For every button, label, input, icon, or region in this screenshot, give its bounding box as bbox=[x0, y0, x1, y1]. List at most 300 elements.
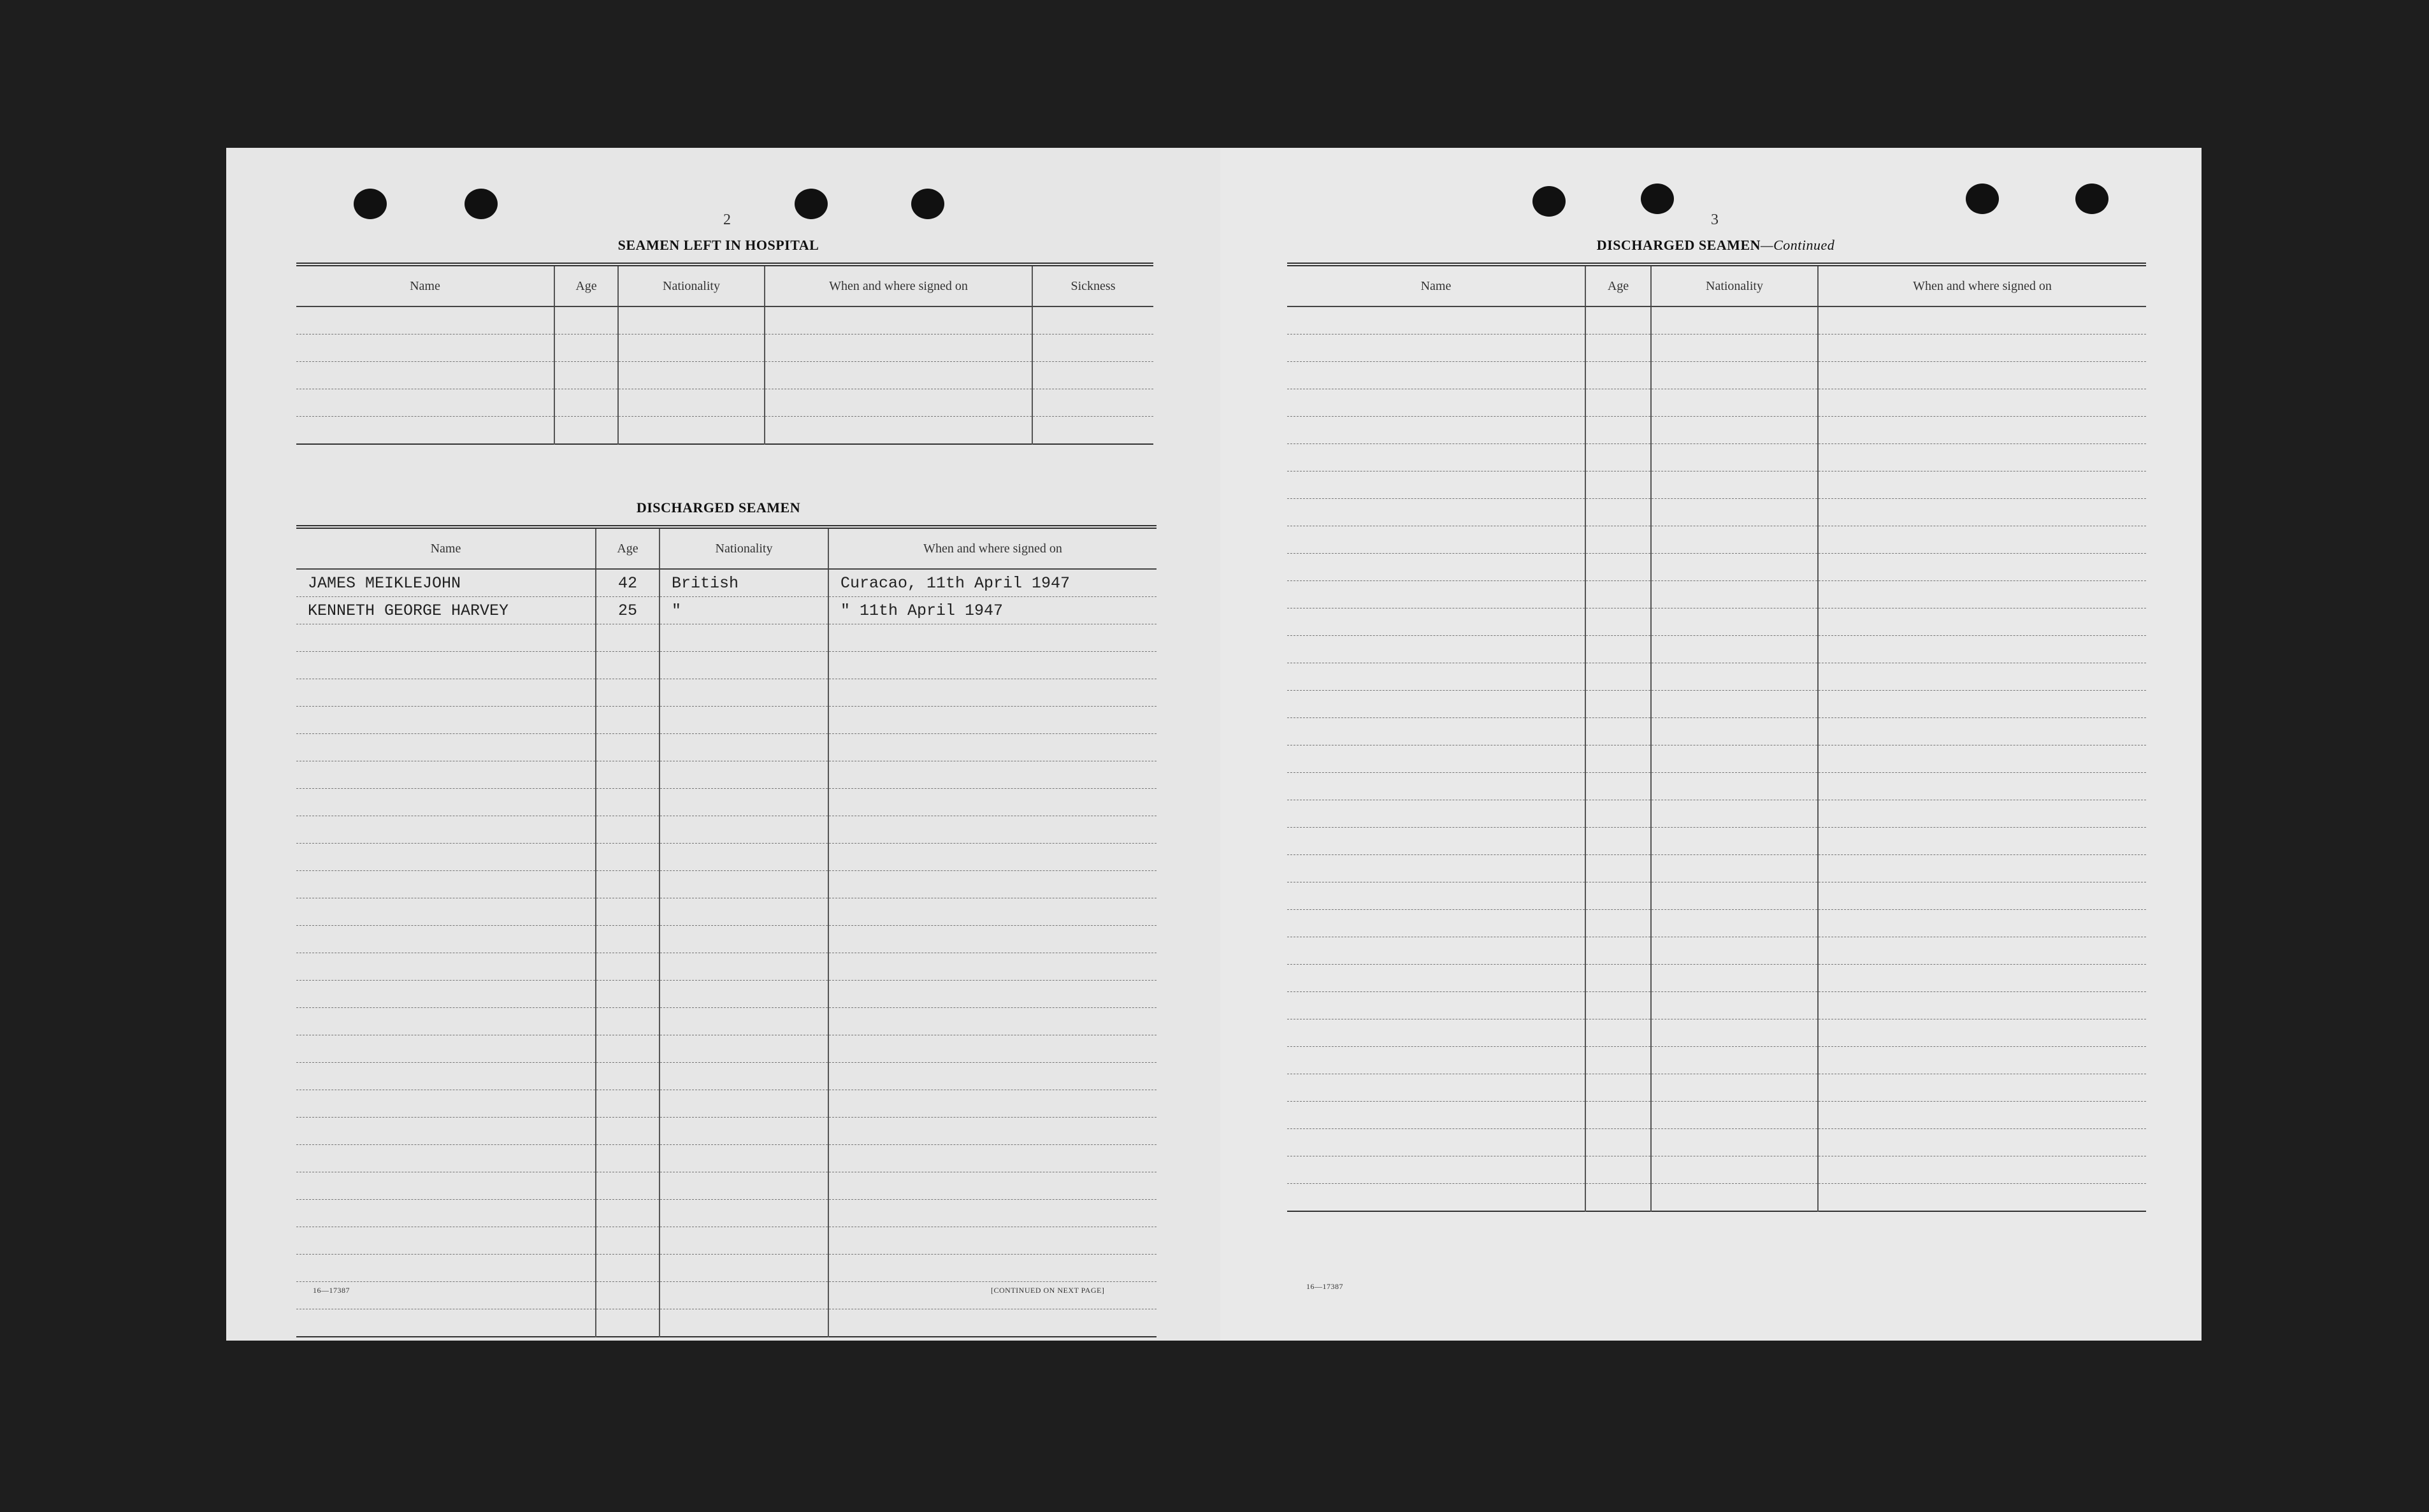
table-cell bbox=[1585, 1129, 1651, 1156]
table-cell bbox=[1818, 855, 2146, 882]
table-cell bbox=[1287, 581, 1585, 608]
table-cell bbox=[1287, 937, 1585, 965]
table-cell bbox=[296, 1255, 596, 1282]
table-cell bbox=[1032, 306, 1153, 335]
table-cell bbox=[596, 953, 660, 981]
discharged-continued-table bbox=[1287, 263, 2146, 1212]
table-cell bbox=[1287, 417, 1585, 444]
table-cell bbox=[1585, 691, 1651, 718]
table-cell bbox=[554, 389, 618, 417]
table-cell bbox=[1818, 472, 2146, 499]
table-cell bbox=[1585, 937, 1651, 965]
table-row bbox=[1287, 499, 2146, 526]
table-cell bbox=[1651, 1156, 1818, 1184]
table-cell bbox=[828, 871, 1157, 898]
table-cell bbox=[1651, 417, 1818, 444]
table-cell bbox=[660, 1172, 828, 1200]
table-row bbox=[296, 1035, 1157, 1063]
table-cell bbox=[660, 981, 828, 1008]
table-cell bbox=[1818, 417, 2146, 444]
table-cell bbox=[1818, 800, 2146, 828]
table-cell bbox=[596, 1090, 660, 1118]
table-row bbox=[296, 652, 1157, 679]
table-row bbox=[296, 597, 1157, 624]
table-row bbox=[296, 1008, 1157, 1035]
table-cell bbox=[828, 789, 1157, 816]
table-cell bbox=[1651, 499, 1818, 526]
table-row bbox=[296, 898, 1157, 926]
column-header: Age bbox=[554, 264, 618, 306]
table-row bbox=[1287, 828, 2146, 855]
table-cell bbox=[1287, 362, 1585, 389]
table-cell bbox=[296, 1090, 596, 1118]
table-cell bbox=[1651, 773, 1818, 800]
table-row bbox=[1287, 718, 2146, 745]
table-cell bbox=[296, 389, 554, 417]
table-cell bbox=[1651, 389, 1818, 417]
table-cell bbox=[1818, 608, 2146, 636]
table-cell bbox=[1585, 1156, 1651, 1184]
table-row bbox=[1287, 636, 2146, 663]
table-cell bbox=[1651, 992, 1818, 1019]
table-cell bbox=[618, 417, 765, 445]
table-cell bbox=[1287, 910, 1585, 937]
column-header: When and where signed on bbox=[828, 527, 1157, 569]
punch-hole bbox=[1641, 184, 1674, 214]
table-cell bbox=[1287, 992, 1585, 1019]
table-cell bbox=[1287, 773, 1585, 800]
table-row bbox=[296, 844, 1157, 871]
table-row bbox=[296, 926, 1157, 953]
left-page bbox=[226, 148, 1220, 1341]
punch-hole bbox=[2075, 184, 2108, 214]
column-header: Nationality bbox=[660, 527, 828, 569]
table-cell bbox=[1287, 444, 1585, 472]
table-cell bbox=[1651, 745, 1818, 773]
table-cell bbox=[554, 362, 618, 389]
table-cell bbox=[1651, 1074, 1818, 1102]
table-cell bbox=[1818, 691, 2146, 718]
table-cell bbox=[1818, 444, 2146, 472]
table-cell bbox=[596, 707, 660, 734]
table-cell bbox=[765, 335, 1032, 362]
table-cell bbox=[596, 679, 660, 707]
table-cell bbox=[1287, 389, 1585, 417]
table-cell bbox=[596, 898, 660, 926]
column-header: Nationality bbox=[618, 264, 765, 306]
table-cell bbox=[1585, 910, 1651, 937]
table-cell bbox=[554, 306, 618, 335]
table-cell bbox=[828, 981, 1157, 1008]
table-cell bbox=[296, 1063, 596, 1090]
column-header: Name bbox=[296, 264, 554, 306]
table-cell bbox=[1651, 1019, 1818, 1047]
table-cell bbox=[1818, 554, 2146, 581]
table-cell bbox=[660, 761, 828, 789]
crew-signed-on: Curacao, 11th April 1947 bbox=[828, 569, 1157, 597]
table-cell bbox=[1651, 1047, 1818, 1074]
table-cell bbox=[596, 652, 660, 679]
table-row bbox=[1287, 389, 2146, 417]
table-cell bbox=[828, 1172, 1157, 1200]
table-cell bbox=[1585, 335, 1651, 362]
table-cell bbox=[596, 624, 660, 652]
table-row bbox=[296, 1090, 1157, 1118]
table-cell bbox=[765, 417, 1032, 445]
table-cell bbox=[1651, 1129, 1818, 1156]
table-cell bbox=[618, 306, 765, 335]
hospital-section-title: SEAMEN LEFT IN HOSPITAL bbox=[617, 237, 819, 253]
table-cell bbox=[1287, 554, 1585, 581]
table-cell bbox=[1287, 745, 1585, 773]
table-cell bbox=[828, 1008, 1157, 1035]
table-cell bbox=[296, 1118, 596, 1145]
table-cell bbox=[596, 1118, 660, 1145]
table-cell bbox=[596, 1172, 660, 1200]
table-cell bbox=[828, 898, 1157, 926]
table-row bbox=[1287, 417, 2146, 444]
table-cell bbox=[596, 1063, 660, 1090]
punch-hole bbox=[795, 189, 828, 219]
table-cell bbox=[296, 306, 554, 335]
table-cell bbox=[296, 1145, 596, 1172]
table-cell bbox=[1585, 773, 1651, 800]
table-cell bbox=[296, 1008, 596, 1035]
table-cell bbox=[1585, 554, 1651, 581]
table-cell bbox=[660, 1035, 828, 1063]
section-title-text: DISCHARGED SEAMEN bbox=[1596, 237, 1761, 253]
table-cell bbox=[296, 981, 596, 1008]
table-cell bbox=[1651, 910, 1818, 937]
table-cell bbox=[1651, 937, 1818, 965]
table-cell bbox=[1585, 636, 1651, 663]
table-cell bbox=[1585, 499, 1651, 526]
table-cell bbox=[596, 1282, 660, 1309]
punch-hole bbox=[465, 189, 498, 219]
table-cell bbox=[828, 1227, 1157, 1255]
table-row bbox=[1287, 965, 2146, 992]
table-cell bbox=[828, 734, 1157, 761]
table-row bbox=[1287, 882, 2146, 910]
table-row bbox=[1287, 1047, 2146, 1074]
table-cell bbox=[554, 417, 618, 445]
table-row bbox=[296, 389, 1153, 417]
table-cell bbox=[1818, 992, 2146, 1019]
table-cell bbox=[1585, 965, 1651, 992]
table-cell bbox=[828, 624, 1157, 652]
page-number: 2 bbox=[723, 212, 731, 228]
section-title bbox=[1287, 237, 2144, 254]
table-cell bbox=[1585, 1019, 1651, 1047]
table-cell bbox=[1651, 965, 1818, 992]
table-cell bbox=[596, 871, 660, 898]
table-row bbox=[296, 1200, 1157, 1227]
table-row bbox=[296, 417, 1153, 445]
table-cell bbox=[1651, 335, 1818, 362]
table-cell bbox=[1585, 855, 1651, 882]
table-cell bbox=[1032, 362, 1153, 389]
table-cell bbox=[828, 1145, 1157, 1172]
table-row bbox=[1287, 444, 2146, 472]
table-cell bbox=[1287, 965, 1585, 992]
section-title-suffix: —Continued bbox=[1761, 237, 1835, 253]
table-cell bbox=[1287, 608, 1585, 636]
table-cell bbox=[1287, 526, 1585, 554]
table-cell bbox=[660, 789, 828, 816]
table-cell bbox=[596, 761, 660, 789]
table-cell bbox=[596, 981, 660, 1008]
table-cell bbox=[1651, 608, 1818, 636]
table-cell bbox=[828, 1063, 1157, 1090]
table-row bbox=[1287, 855, 2146, 882]
table-cell bbox=[554, 335, 618, 362]
column-header: When and where signed on bbox=[1818, 264, 2146, 306]
table-cell bbox=[1818, 306, 2146, 335]
table-cell bbox=[1651, 472, 1818, 499]
table-cell bbox=[1287, 636, 1585, 663]
table-cell bbox=[1585, 417, 1651, 444]
punch-hole bbox=[1532, 186, 1566, 217]
table-cell bbox=[660, 679, 828, 707]
table-cell bbox=[1585, 389, 1651, 417]
table-cell bbox=[1651, 526, 1818, 554]
table-row bbox=[296, 1172, 1157, 1200]
table-row bbox=[296, 569, 1157, 597]
table-cell bbox=[660, 624, 828, 652]
table-cell bbox=[1818, 526, 2146, 554]
table-row bbox=[1287, 773, 2146, 800]
column-header: Age bbox=[1585, 264, 1651, 306]
table-cell bbox=[1818, 636, 2146, 663]
table-cell bbox=[596, 734, 660, 761]
table-cell bbox=[660, 1118, 828, 1145]
table-cell bbox=[596, 1200, 660, 1227]
table-row bbox=[296, 1227, 1157, 1255]
table-cell bbox=[1651, 828, 1818, 855]
punch-hole bbox=[911, 189, 944, 219]
table-cell bbox=[296, 844, 596, 871]
table-row bbox=[296, 1255, 1157, 1282]
table-cell bbox=[296, 898, 596, 926]
table-row bbox=[1287, 1184, 2146, 1212]
table-row bbox=[296, 1309, 1157, 1337]
table-cell bbox=[660, 1008, 828, 1035]
table-cell bbox=[1287, 800, 1585, 828]
table-cell bbox=[596, 1035, 660, 1063]
form-number: 16—17387 bbox=[1306, 1282, 1343, 1291]
table-cell bbox=[1585, 1047, 1651, 1074]
hospital-table bbox=[296, 263, 1153, 445]
table-cell bbox=[660, 1282, 828, 1309]
table-cell bbox=[1651, 882, 1818, 910]
crew-age: 42 bbox=[596, 569, 660, 597]
table-cell bbox=[1287, 335, 1585, 362]
table-cell bbox=[1032, 417, 1153, 445]
table-cell bbox=[1818, 882, 2146, 910]
crew-age: 25 bbox=[596, 597, 660, 624]
table-cell bbox=[596, 926, 660, 953]
table-row bbox=[296, 1063, 1157, 1090]
table-cell bbox=[1651, 636, 1818, 663]
table-row bbox=[296, 362, 1153, 389]
crew-nationality: " bbox=[660, 597, 828, 624]
table-row bbox=[296, 981, 1157, 1008]
crew-name: KENNETH GEORGE HARVEY bbox=[296, 597, 596, 624]
table-cell bbox=[296, 816, 596, 844]
table-row bbox=[1287, 1019, 2146, 1047]
table-cell bbox=[660, 953, 828, 981]
table-row bbox=[296, 707, 1157, 734]
page-number: 3 bbox=[1711, 212, 1719, 228]
table-cell bbox=[618, 335, 765, 362]
table-cell bbox=[1585, 472, 1651, 499]
table-row bbox=[296, 1145, 1157, 1172]
table-cell bbox=[1585, 800, 1651, 828]
table-cell bbox=[660, 1227, 828, 1255]
column-header: Age bbox=[596, 527, 660, 569]
table-cell bbox=[660, 926, 828, 953]
table-cell bbox=[1287, 1019, 1585, 1047]
form-number: 16—17387 bbox=[313, 1286, 350, 1295]
table-cell bbox=[1287, 1156, 1585, 1184]
table-cell bbox=[1585, 745, 1651, 773]
table-cell bbox=[660, 898, 828, 926]
table-row bbox=[1287, 335, 2146, 362]
table-cell bbox=[596, 789, 660, 816]
table-cell bbox=[596, 816, 660, 844]
table-cell bbox=[1651, 444, 1818, 472]
table-row bbox=[296, 789, 1157, 816]
table-row bbox=[1287, 691, 2146, 718]
table-row bbox=[1287, 992, 2146, 1019]
table-cell bbox=[1818, 1019, 2146, 1047]
table-cell bbox=[828, 926, 1157, 953]
table-row bbox=[1287, 362, 2146, 389]
table-cell bbox=[765, 306, 1032, 335]
table-cell bbox=[1651, 800, 1818, 828]
table-row bbox=[296, 306, 1153, 335]
table-row bbox=[1287, 910, 2146, 937]
table-cell bbox=[1818, 362, 2146, 389]
table-cell bbox=[660, 707, 828, 734]
table-cell bbox=[828, 707, 1157, 734]
table-cell bbox=[828, 1309, 1157, 1337]
table-cell bbox=[660, 1063, 828, 1090]
table-cell bbox=[1818, 1074, 2146, 1102]
table-cell bbox=[1585, 992, 1651, 1019]
table-cell bbox=[660, 1090, 828, 1118]
table-cell bbox=[1818, 773, 2146, 800]
table-cell bbox=[1651, 362, 1818, 389]
table-cell bbox=[660, 1255, 828, 1282]
table-cell bbox=[596, 1309, 660, 1337]
table-cell bbox=[1585, 306, 1651, 335]
table-cell bbox=[1651, 554, 1818, 581]
table-cell bbox=[1651, 306, 1818, 335]
table-row bbox=[296, 734, 1157, 761]
table-cell bbox=[660, 734, 828, 761]
table-cell bbox=[1818, 965, 2146, 992]
table-cell bbox=[1818, 581, 2146, 608]
table-cell bbox=[828, 652, 1157, 679]
table-cell bbox=[296, 1227, 596, 1255]
table-row bbox=[1287, 1074, 2146, 1102]
table-cell bbox=[1287, 828, 1585, 855]
table-cell bbox=[1287, 855, 1585, 882]
table-row bbox=[296, 953, 1157, 981]
table-cell bbox=[296, 362, 554, 389]
table-cell bbox=[1818, 937, 2146, 965]
table-cell bbox=[828, 679, 1157, 707]
table-cell bbox=[1818, 663, 2146, 691]
table-cell bbox=[1585, 1074, 1651, 1102]
table-row bbox=[1287, 608, 2146, 636]
table-cell bbox=[296, 926, 596, 953]
table-cell bbox=[1651, 691, 1818, 718]
table-cell bbox=[296, 734, 596, 761]
table-cell bbox=[1651, 581, 1818, 608]
table-cell bbox=[828, 1118, 1157, 1145]
table-row bbox=[296, 679, 1157, 707]
continued-note: [CONTINUED ON NEXT PAGE] bbox=[991, 1286, 1105, 1295]
table-row bbox=[1287, 472, 2146, 499]
table-cell bbox=[596, 1255, 660, 1282]
table-cell bbox=[828, 1200, 1157, 1227]
table-cell bbox=[1651, 1184, 1818, 1212]
table-cell bbox=[828, 1255, 1157, 1282]
table-cell bbox=[596, 1227, 660, 1255]
table-cell bbox=[765, 362, 1032, 389]
table-row bbox=[296, 871, 1157, 898]
table-cell bbox=[1287, 691, 1585, 718]
table-row bbox=[1287, 554, 2146, 581]
table-cell bbox=[296, 652, 596, 679]
table-row bbox=[1287, 800, 2146, 828]
discharged-table bbox=[296, 525, 1157, 1337]
table-cell bbox=[1651, 855, 1818, 882]
table-cell bbox=[296, 1172, 596, 1200]
table-cell bbox=[660, 652, 828, 679]
table-cell bbox=[1585, 828, 1651, 855]
table-cell bbox=[765, 389, 1032, 417]
table-cell bbox=[1818, 910, 2146, 937]
table-cell bbox=[660, 844, 828, 871]
table-cell bbox=[618, 389, 765, 417]
table-cell bbox=[1818, 828, 2146, 855]
table-row bbox=[296, 1118, 1157, 1145]
table-cell bbox=[660, 871, 828, 898]
table-cell bbox=[1287, 1074, 1585, 1102]
table-cell bbox=[296, 953, 596, 981]
punch-hole bbox=[1966, 184, 1999, 214]
table-cell bbox=[296, 1200, 596, 1227]
punch-hole bbox=[354, 189, 387, 219]
table-cell bbox=[618, 362, 765, 389]
table-cell bbox=[828, 844, 1157, 871]
table-cell bbox=[1818, 745, 2146, 773]
table-cell bbox=[1818, 1129, 2146, 1156]
table-cell bbox=[1585, 663, 1651, 691]
column-header: Name bbox=[296, 527, 596, 569]
table-row bbox=[296, 761, 1157, 789]
table-cell bbox=[1585, 608, 1651, 636]
column-header: Sickness bbox=[1032, 264, 1153, 306]
table-cell bbox=[1287, 499, 1585, 526]
table-row bbox=[1287, 1156, 2146, 1184]
table-cell bbox=[296, 624, 596, 652]
table-row bbox=[296, 624, 1157, 652]
column-header: When and where signed on bbox=[765, 264, 1032, 306]
